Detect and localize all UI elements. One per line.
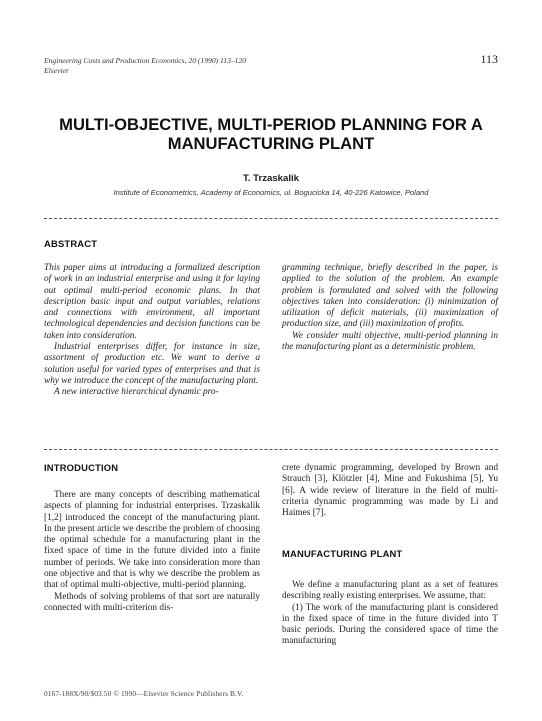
page-number: 113 — [480, 52, 498, 66]
section-divider-bottom — [44, 449, 498, 450]
abstract-right-column — [282, 263, 498, 353]
manufacturing-plant-column — [282, 580, 498, 648]
author-affiliation: Institute of Econometrics, Academy of Economics, ul. Bogucicka 14, 40-226 Katowice, Poland — [113, 188, 429, 197]
body-paragraph: (1) The work of the manufacturing plant is considered in the fixed space of time in the future divided into T basic periods. During the considered space of time the manufacturing — [282, 602, 498, 647]
manufacturing-plant-heading: MANUFACTURING PLANT — [282, 548, 403, 559]
author-name: T. Trzaskalik — [243, 173, 299, 184]
abstract-paragraph: This paper aims at introducing a formalized description of work in an industrial enterprise and using it for laying out optimal multi-period economic plans. In that description basic input and output variables, relations and connections with environment, all important technological dependencies and decision functions can be taken into consideration. — [44, 263, 260, 341]
introduction-left-column — [44, 490, 260, 614]
journal-citation — [44, 56, 424, 76]
body-paragraph: Methods of solving problems of that sort are naturally connected with multi-criterion dis- — [44, 591, 260, 613]
introduction-right-column — [282, 463, 498, 519]
section-divider-top — [44, 218, 498, 219]
abstract-paragraph: Industrial enterprises differ, for instance in size, assortment of production etc. We want to derive a solution useful for varied types of enterprises and that is why we introduce the concept of the manufacturing plant. — [44, 342, 260, 386]
journal-line: Engineering Costs and Production Economics, 20 (1990) 113–120 — [44, 56, 247, 65]
abstract-paragraph: gramming technique, briefly described in the paper, is applied to the solution of the problem. An example problem is formulated and solved with the following objectives taken into consideration: (i) minimization of utilization of deficit materials, (ii) maximization of production size, and (iii) maximization of profits. — [282, 263, 498, 330]
abstract-paragraph: We consider multi objective, multi-period planning in the manufacturing plant as a deterministic problem. — [282, 330, 498, 353]
abstract-left-column — [44, 263, 260, 399]
title-line-2: MANUFACTURING PLANT — [167, 134, 375, 153]
body-paragraph: We define a manufacturing plant as a set of features describing really existing enterprises. We assume, that: — [282, 580, 498, 602]
article-title — [40, 115, 502, 153]
body-paragraph: There are many concepts of describing mathematical aspects of planning for industrial enterprises. Trzaskalik [1,2] introduced the concept of the manufacturing plant. In the present article we describe the problem of choosing the optimal schedule for a manufacturing plant in the fixed space of time in the future divided into a finite number of periods. We take into consideration more than one objective and that is why we describe the problem as that of optimal multi-objective, multi-period planning. — [44, 490, 260, 591]
copyright-footer: 0167-188X/90/$03.50 © 1990—Elsevier Science Publishers B.V. — [44, 689, 244, 698]
introduction-heading: INTRODUCTION — [44, 462, 119, 473]
title-line-1: MULTI-OBJECTIVE, MULTI-PERIOD PLANNING FOR A — [59, 115, 483, 134]
body-paragraph: crete dynamic programming, developed by Brown and Strauch [3], Klötzler [4], Mine and Fukushima [5], Yu [6]. A wide review of literature in the field of multi-criteria dynamic programming was made by Li and Haimes [7]. — [282, 463, 498, 519]
abstract-paragraph: A new interactive hierarchical dynamic pro- — [54, 387, 219, 398]
abstract-heading: ABSTRACT — [44, 238, 98, 249]
publisher-line: Elsevier — [44, 66, 69, 75]
